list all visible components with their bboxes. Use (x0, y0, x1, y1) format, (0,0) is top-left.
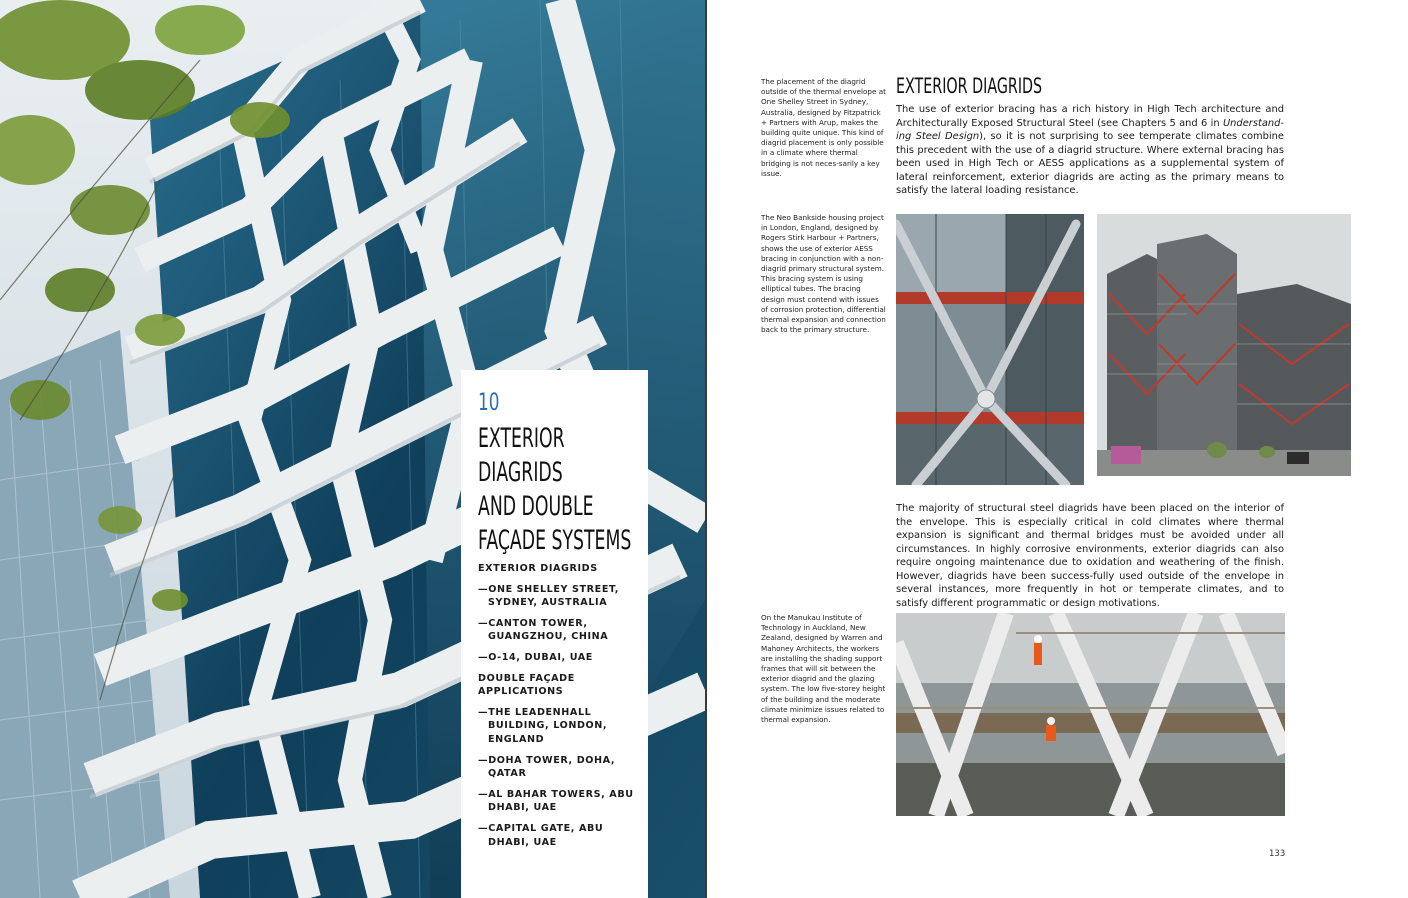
right-page (707, 0, 1408, 898)
chapter-number: 10 (478, 388, 500, 416)
caption-one-shelley: The placement of the diagrid outside of the thermal envelope at One Shelley Street in Sydney, Australia, designed by Fitzpatrick + Partners with Arup, makes the building quite unique. This kind of diagrid placement is only possible in a climate where thermal bridging is not neces-sarily a key issue. (761, 77, 886, 178)
chapter-title-line: FAÇADE SYSTEMS (478, 525, 632, 556)
page-number: 133 (1269, 849, 1286, 859)
toc-item: —ONE SHELLEY STREET, SYDNEY, AUSTRALIA (478, 583, 619, 609)
body-paragraph-2 (896, 502, 1284, 610)
toc-item: —O-14, DUBAI, UAE (478, 651, 593, 663)
paragraph-text: The majority of structural steel diagrids have been placed on the interior of the envelope. This is especially critical in cold climates where thermal expansion is significant and thermal bridges must be avoided under all circumstances. In highly corrosive environments, exterior diagrids can also require ongoing maintenance due to oxidation and weathering of the finish. However, diagrids have been success-fully used outside of the envelope in several instances, more frequently in hot or temperate climates, and to satisfy different programmatic or design motivations. (896, 503, 1284, 609)
toc-heading: EXTERIOR DIAGRIDS (478, 563, 598, 574)
bracing-closeup-image (896, 214, 1084, 485)
photo-neo-bankside (1097, 214, 1351, 476)
photo-bracing-closeup (896, 214, 1084, 485)
toc-item: —AL BAHAR TOWERS, ABU DHABI, UAE (478, 788, 634, 814)
section-heading: EXTERIOR DIAGRIDS (896, 74, 1043, 98)
chapter-title-line: AND DOUBLE (478, 491, 594, 522)
toc-heading: DOUBLE FAÇADE APPLICATIONS (478, 672, 575, 698)
caption-manukau: On the Manukau Institute of Technology in Auckland, New Zealand, designed by Warren and Mahoney Architects, the workers are installing the shading support frames that will sit between the exterior diagrid and the glazing system. The low five-storey height of the building and the moderate climate minimize issues related to thermal expansion. (761, 613, 886, 725)
photo-manukau-construction (896, 613, 1285, 816)
chapter-title (478, 422, 632, 558)
toc-item: —DOHA TOWER, DOHA, QATAR (478, 754, 616, 780)
toc-item: —CAPITAL GATE, ABU DHABI, UAE (478, 822, 604, 848)
chapter-intro-box (461, 370, 648, 898)
manukau-construction-image (896, 613, 1285, 816)
paragraph-text: The use of exterior bracing has a rich history in High Tech architecture and Architecturally Exposed Structural Steel (see Chapters 5 and 6 in Understand-ing Steel Design), so it is not surprising to see temperate climates combine this precedent with the use of a diagrid structure. Where external bracing has been used in High Tech or AESS applications as a supplemental system of lateral reinforcement, exterior diagrids are acting as the primary means to satisfy the lateral loading resistance. (896, 104, 1284, 196)
caption-neo-bankside: The Neo Bankside housing project in London, England, designed by Rogers Stirk Harbour + Partners, shows the use of exterior AESS bracing in conjunction with a non-diagrid primary structural system. This bracing system is using elliptical tubes. The bracing design must contend with issues of corrosion protection, differential thermal expansion and connection back to the primary structure. (761, 213, 886, 335)
neo-bankside-image (1097, 214, 1351, 476)
body-paragraph-1 (896, 103, 1284, 198)
chapter-title-line: EXTERIOR DIAGRIDS (478, 423, 565, 488)
toc-item: —CANTON TOWER, GUANGZHOU, CHINA (478, 617, 609, 643)
chapter-contents (478, 562, 638, 849)
toc-item: —THE LEADENHALL BUILDING, LONDON, ENGLAND (478, 706, 608, 745)
